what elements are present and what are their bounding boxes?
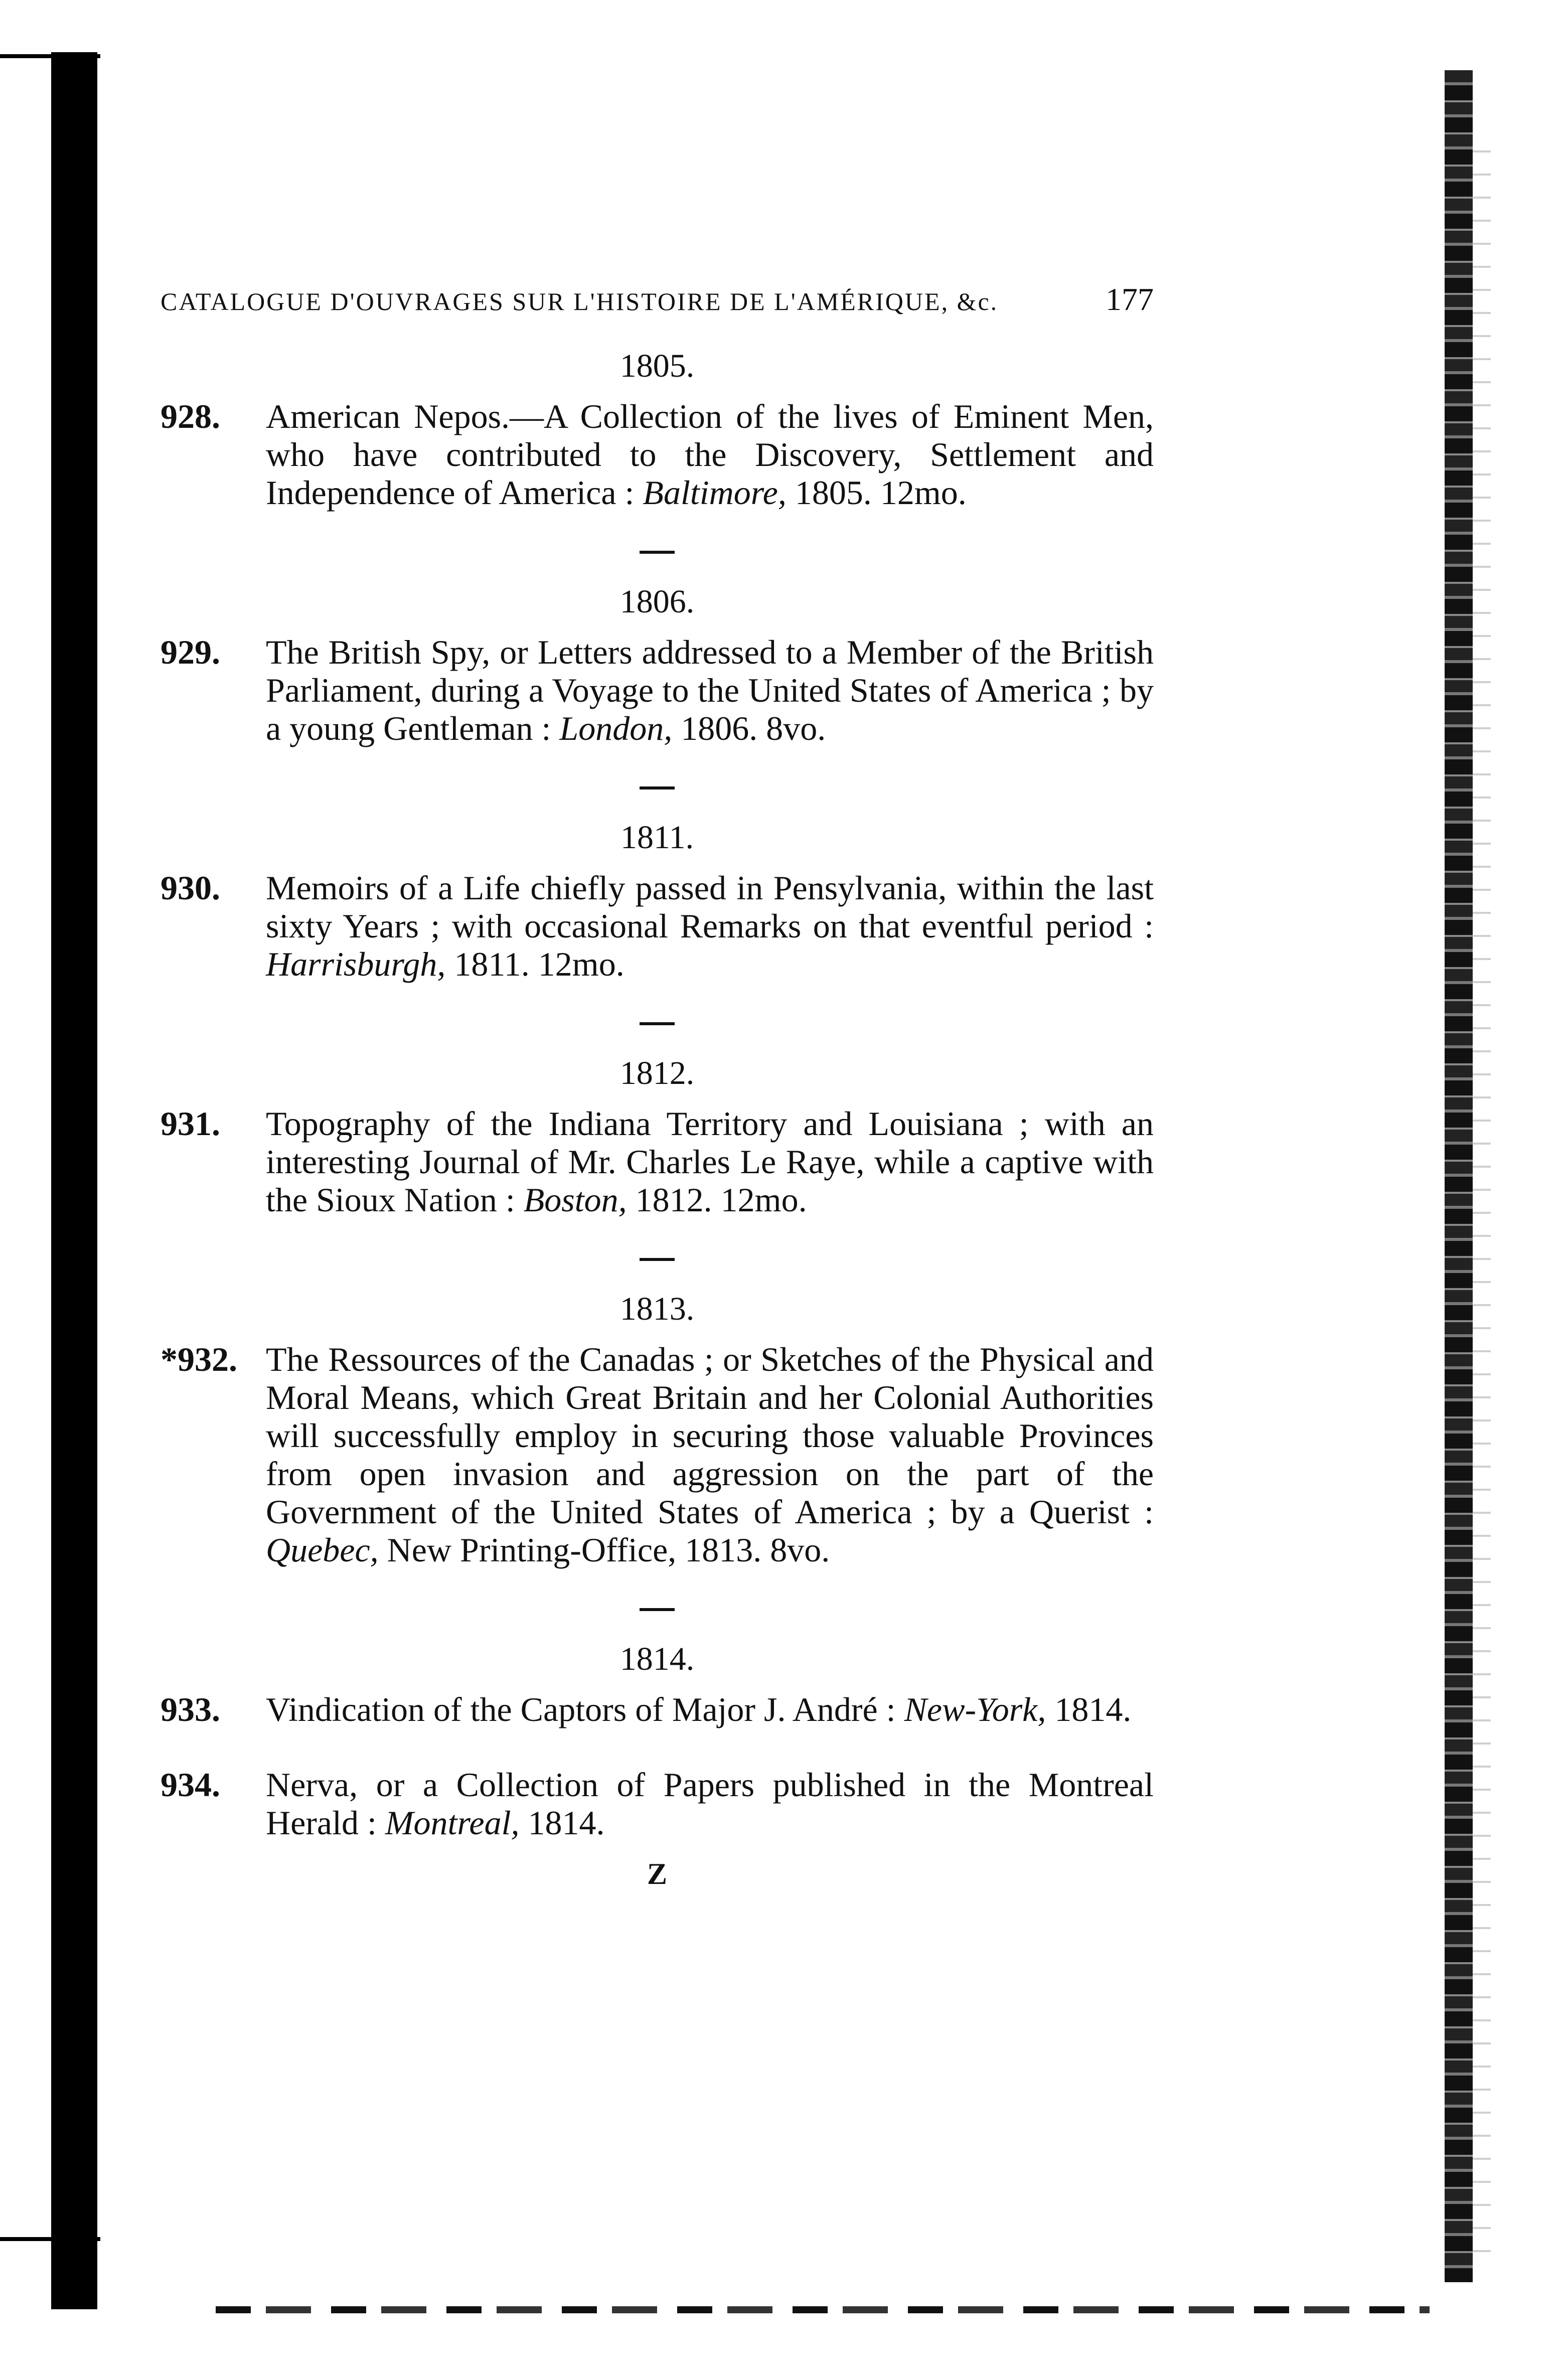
entry-text — [266, 633, 1154, 747]
entry-text — [266, 397, 1154, 512]
section-divider — [640, 1258, 675, 1261]
section-divider — [640, 1022, 675, 1025]
entry-description: Topography of the Indiana Territory and Louisiana ; with an interesting Journal of Mr. Charles Le Raye, while a captive with the Sioux Nation : — [266, 1104, 1154, 1219]
entry-number: 929. — [161, 633, 220, 671]
catalogue-entry — [161, 1766, 1154, 1842]
entry-place: Baltimore, — [643, 473, 787, 512]
year-heading: 1812. — [619, 1055, 695, 1091]
scan-left-edge-mark-top — [0, 54, 100, 58]
scan-right-edge-noise — [1473, 150, 1491, 2257]
entry-text — [266, 869, 1154, 983]
year-heading: 1806. — [619, 583, 695, 620]
section-1806 — [161, 583, 1154, 747]
section-1811 — [161, 819, 1154, 983]
entry-description: Nerva, or a Collection of Papers published in the Montreal Herald : — [266, 1766, 1154, 1842]
section-1813 — [161, 1290, 1154, 1569]
entry-number: 931. — [161, 1104, 220, 1143]
year-heading: 1811. — [620, 819, 694, 856]
entry-text — [266, 1340, 1154, 1569]
entry-imprint: New Printing-Office, 1813. 8vo. — [378, 1531, 830, 1569]
page-number: 177 — [1106, 281, 1154, 317]
entry-text — [266, 1766, 1154, 1842]
entry-place: Harrisburgh, — [266, 945, 446, 983]
running-head — [161, 281, 1154, 318]
entry-imprint: 1805. 12mo. — [786, 473, 967, 512]
catalogue-entry — [161, 633, 1154, 747]
entry-text — [266, 1690, 1154, 1728]
section-1805 — [161, 347, 1154, 512]
section-divider — [640, 1608, 675, 1611]
entry-place: Quebec, — [266, 1531, 379, 1569]
entry-text — [266, 1104, 1154, 1219]
entry-description: American Nepos.—A Collection of the lives of Eminent Men, who have contributed to the Discovery, Settlement and Independence of America : — [266, 397, 1154, 512]
entry-number: 933. — [161, 1690, 220, 1728]
entry-imprint: 1814. — [1046, 1690, 1132, 1728]
entry-number: *932. — [161, 1340, 237, 1378]
entry-number: 928. — [161, 397, 220, 435]
year-heading: 1814. — [619, 1641, 695, 1677]
catalogue-entry — [161, 397, 1154, 512]
entry-imprint: 1812. 12mo. — [627, 1181, 807, 1219]
entry-description: Memoirs of a Life chiefly passed in Pensylvania, within the last sixty Years ; with occasional Remarks on that eventful period : — [266, 869, 1154, 945]
catalogue-entry — [161, 1340, 1154, 1569]
signature-mark: Z — [647, 1857, 668, 1890]
entry-imprint: 1814. — [519, 1804, 605, 1842]
scan-left-edge-mark-bottom — [0, 2237, 100, 2241]
running-head-title: CATALOGUE D'OUVRAGES SUR L'HISTOIRE DE L'AMÉRIQUE, &c. — [161, 287, 999, 315]
catalogue-entry — [161, 1690, 1154, 1728]
section-divider — [640, 551, 675, 554]
entry-number: 930. — [161, 869, 220, 907]
entry-place: Boston, — [523, 1181, 627, 1219]
year-heading: 1805. — [619, 348, 695, 384]
entry-place: London, — [559, 709, 673, 747]
section-1812 — [161, 1054, 1154, 1219]
section-1814 — [161, 1640, 1154, 1842]
catalogue-entry — [161, 869, 1154, 983]
entry-place: New-York, — [904, 1690, 1046, 1728]
scan-bottom-edge — [216, 2306, 1430, 2313]
entry-imprint: 1806. 8vo. — [672, 709, 826, 747]
year-heading: 1813. — [619, 1291, 695, 1327]
section-divider — [640, 786, 675, 789]
entry-number: 934. — [161, 1766, 220, 1804]
entry-imprint: 1811. 12mo. — [445, 945, 624, 983]
catalogue-entry — [161, 1104, 1154, 1219]
entry-description: The British Spy, or Letters addressed to a Member of the British Parliament, during a Voyage to the United States of America ; by a young Gentleman : — [266, 633, 1154, 747]
book-page — [161, 281, 1154, 1891]
entry-description: Vindication of the Captors of Major J. André : — [266, 1690, 904, 1728]
entry-description: The Ressources of the Canadas ; or Sketches of the Physical and Moral Means, which Great Britain and her Colonial Authorities will successfully employ in securing those valuable Provinces from open invasion and aggression on the part of the Government of the United States of America ; by a Querist : — [266, 1340, 1154, 1531]
entry-place: Montreal, — [385, 1804, 520, 1842]
scan-right-page-edge — [1445, 70, 1473, 2282]
scan-left-binding-edge — [51, 52, 97, 2309]
